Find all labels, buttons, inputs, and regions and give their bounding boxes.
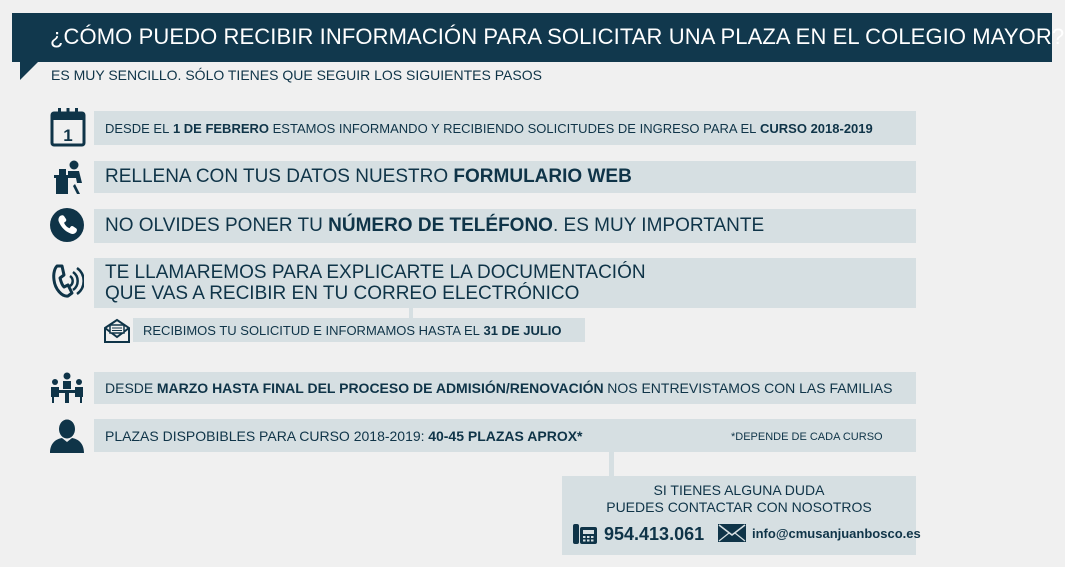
step-1-text-2: ESTAMOS INFORMANDO Y RECIBIENDO SOLICITUDES DE INGRESO PARA EL xyxy=(272,120,757,136)
step-4b-date: 31 DE JULIO xyxy=(483,322,562,338)
step-1-bar xyxy=(94,111,916,145)
step-2-text: RELLENA CON TUS DATOS NUESTRO xyxy=(105,166,449,187)
contact-phone[interactable]: 954.413.061 xyxy=(604,524,705,544)
step-5-period: MARZO HASTA FINAL DEL PROCESO DE ADMISIÓN/RENOVACIÓN xyxy=(156,380,604,396)
phone-ringing-icon xyxy=(48,262,84,302)
step-3-bar xyxy=(94,209,916,243)
calendar-icon xyxy=(50,107,86,147)
meeting-icon xyxy=(49,372,85,404)
step-1-text: DESDE EL xyxy=(105,120,170,136)
step-3-text-2: . ES MUY IMPORTANTE xyxy=(552,215,765,236)
contact-row xyxy=(562,521,921,545)
step-1-course: CURSO 2018-2019 xyxy=(760,120,873,136)
step-1-date: 1 DE FEBRERO xyxy=(172,120,270,136)
contact-line-2: PUEDES CONTACTAR CON NOSOTROS xyxy=(606,499,872,515)
phone-icon xyxy=(49,207,85,243)
step-4-bar xyxy=(94,258,916,308)
step-5-bar xyxy=(94,372,916,404)
step-6-note: *DEPENDE DE CADA CURSO xyxy=(731,431,883,443)
step-6-text: PLAZAS DISPOBIBLES PARA CURSO 2018-2019: xyxy=(105,427,425,444)
envelope-open-icon xyxy=(103,318,131,344)
calendar-day: 1 xyxy=(63,126,73,145)
contact-email[interactable]: info@cmusanjuanbosco.es xyxy=(752,526,921,541)
contact-connector xyxy=(609,452,614,476)
step-6-places: 40-45 PLAZAS APROX* xyxy=(428,427,583,444)
page-title: ¿CÓMO PUEDO RECIBIR INFORMACIÓN PARA SOLICITAR UNA PLAZA EN EL COLEGIO MAYOR? xyxy=(50,24,1065,49)
step-4-line-2: QUE VAS A RECIBIR EN TU CORREO ELECTRÓNICO xyxy=(105,283,580,304)
contact-line-1: SI TIENES ALGUNA DUDA xyxy=(653,482,825,498)
user-silhouette-icon xyxy=(48,419,86,453)
step-4b-bar xyxy=(133,318,585,342)
step-3-text: NO OLVIDES PONER TU xyxy=(105,215,323,236)
page-subtitle: ES MUY SENCILLO. SÓLO TIENES QUE SEGUIR LOS SIGUIENTES PASOS xyxy=(51,67,542,83)
step-4b-text: RECIBIMOS TU SOLICITUD E INFORMAMOS HASTA EL xyxy=(143,322,480,338)
telephone-icon xyxy=(572,521,598,545)
step-5-text-2: NOS ENTREVISTAMOS CON LAS FAMILIAS xyxy=(607,380,893,396)
contact-box xyxy=(562,476,921,555)
step-4-line-1: TE LLAMAREMOS PARA EXPLICARTE LA DOCUMENTACIÓN xyxy=(105,262,646,283)
banner-fold xyxy=(20,60,40,80)
step-5-text: DESDE xyxy=(105,380,154,396)
step-2-link[interactable]: FORMULARIO WEB xyxy=(453,166,632,187)
person-at-desk-icon xyxy=(50,158,86,196)
step-4-connector xyxy=(409,308,413,318)
mail-icon xyxy=(717,523,747,543)
step-2-bar xyxy=(94,161,916,193)
step-3-highlight: NÚMERO DE TELÉFONO xyxy=(328,215,553,236)
